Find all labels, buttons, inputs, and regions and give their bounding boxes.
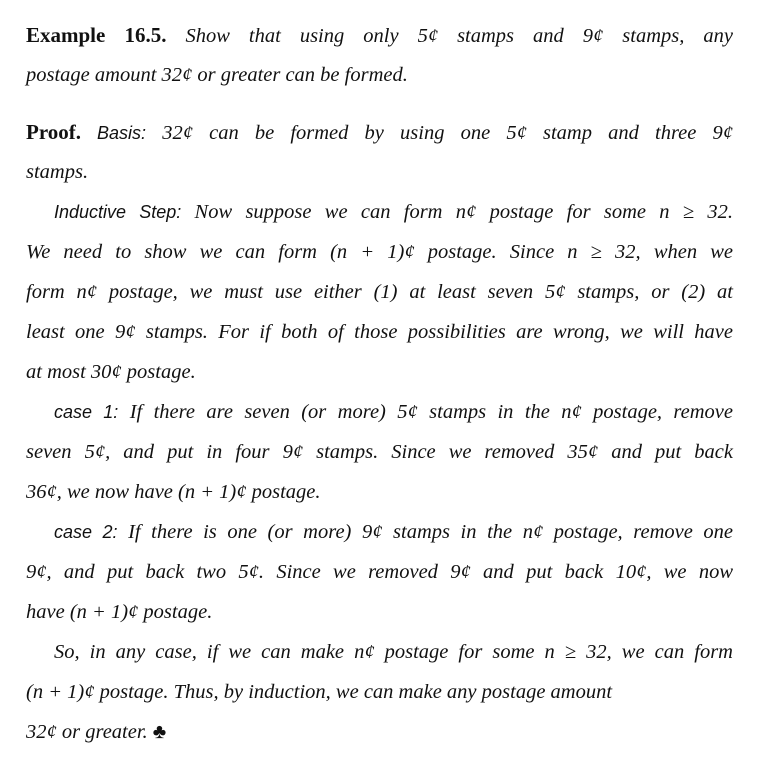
proof-line (26, 680, 612, 704)
conclusion-text: 32¢ or greater. (26, 721, 153, 743)
inductive-step-label: Inductive Step: (54, 202, 182, 222)
proof-line (26, 560, 733, 584)
proof-line (26, 280, 733, 304)
example-line (26, 23, 733, 48)
example-label: Example 16.5. (26, 23, 167, 47)
proof-line (26, 440, 733, 464)
proof-line (26, 720, 733, 744)
case2-label: case 2: (54, 522, 118, 542)
inductive-text: least one 9¢ stamps. For if both of those possibilities are wrong, we will have (26, 321, 733, 343)
basis-text: 32¢ can be formed by using one 5¢ stamp and three 9¢ (146, 122, 733, 144)
inductive-text: at most 30¢ postage. (26, 361, 196, 383)
basis-label: Basis: (81, 123, 147, 143)
proof-label: Proof. (26, 120, 82, 144)
inductive-text: Now suppose we can form n¢ postage for some n ≥ 32. (181, 201, 734, 223)
proof-line (54, 640, 733, 664)
proof-line (26, 480, 733, 504)
inductive-text: form n¢ postage, we must use either (1) at least seven 5¢ stamps, or (2) at (26, 281, 733, 303)
proof-line (26, 600, 733, 624)
proof-line (26, 160, 733, 184)
case1-text: seven 5¢, and put in four 9¢ stamps. Since we removed 35¢ and put back (26, 441, 733, 463)
proof-line (26, 240, 733, 264)
conclusion-text: (n + 1)¢ postage. Thus, by induction, we can make any postage amount (26, 681, 613, 703)
proof-line (26, 320, 733, 344)
case2-text: If there is one (or more) 9¢ stamps in the n¢ postage, remove one (117, 521, 733, 543)
proof-line (26, 360, 733, 384)
proof-line (54, 400, 733, 424)
proof-line (54, 520, 733, 544)
proof-line (54, 200, 733, 224)
case2-text: 9¢, and put back two 5¢. Since we removed 9¢ and put back 10¢, we now (26, 561, 733, 583)
basis-text: stamps. (26, 161, 89, 183)
case1-text: 36¢, we now have (n + 1)¢ postage. (26, 481, 321, 503)
case1-text: If there are seven (or more) 5¢ stamps in the n¢ postage, remove (118, 401, 733, 423)
case1-label: case 1: (54, 402, 119, 422)
example-statement: Show that using only 5¢ stamps and 9¢ stamps, any (166, 25, 734, 47)
conclusion-text: So, in any case, if we can make n¢ postage for some n ≥ 32, we can form (54, 641, 733, 663)
case2-text: have (n + 1)¢ postage. (26, 601, 213, 623)
proof-line (26, 120, 733, 145)
qed-club-icon: ♣ (152, 721, 167, 743)
example-line (26, 63, 733, 87)
inductive-text: We need to show we can form (n + 1)¢ postage. Since n ≥ 32, when we (26, 241, 733, 263)
example-statement: postage amount 32¢ or greater can be formed. (26, 64, 408, 86)
